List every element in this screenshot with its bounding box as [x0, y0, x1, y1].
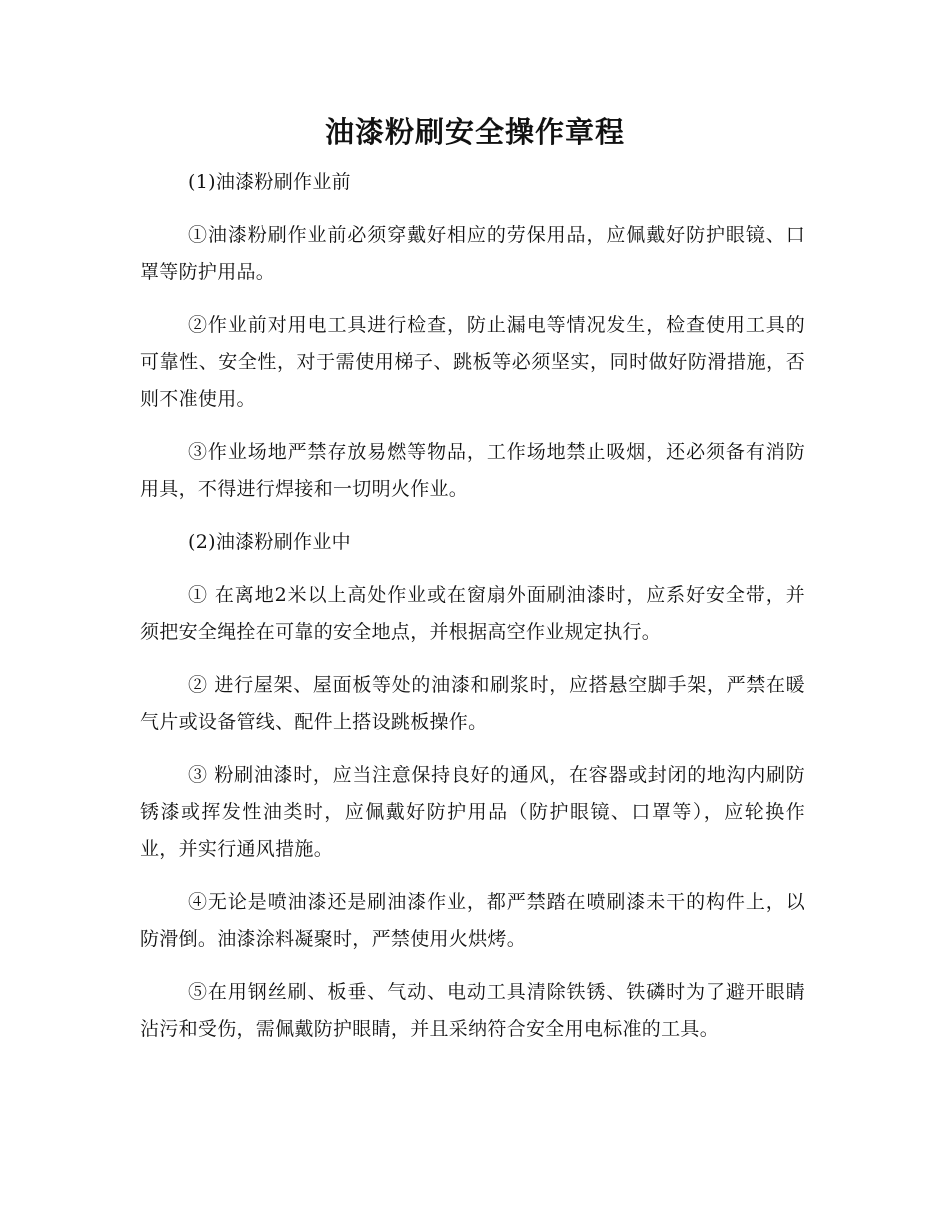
paragraph-during-2: ② 进行屋架、屋面板等处的油漆和刷浆时，应搭悬空脚手架，严禁在暖气片或设备管线、配件上搭设跳板操作。	[140, 674, 805, 733]
paragraph-before-3: ③作业场地严禁存放易燃等物品，工作场地禁止吸烟，还必须备有消防用具，不得进行焊接和一切明火作业。	[140, 441, 805, 500]
paragraph-during-5: ⑤在用钢丝刷、板垂、气动、电动工具清除铁锈、铁磷时为了避开眼睛沾污和受伤，需佩戴防护眼睛，并且采纳符合安全用电标准的工具。	[140, 981, 805, 1040]
paragraph-during-1: ① 在离地2米以上高处作业或在窗扇外面刷油漆时，应系好安全带，并须把安全绳拴在可靠的安全地点，并根据高空作业规定执行。	[140, 584, 805, 643]
paragraph-before-1: ①油漆粉刷作业前必须穿戴好相应的劳保用品，应佩戴好防护眼镜、口罩等防护用品。	[140, 224, 805, 283]
paragraph-during-4: ④无论是喷油漆还是刷油漆作业，都严禁踏在喷刷漆未干的构件上，以防滑倒。油漆涂料凝聚时，严禁使用火烘烤。	[140, 891, 805, 950]
paragraph-during-3: ③ 粉刷油漆时，应当注意保持良好的通风，在容器或封闭的地沟内刷防锈漆或挥发性油类时，应佩戴好防护用品（防护眼镜、口罩等），应轮换作业，并实行通风措施。	[140, 764, 805, 860]
document-title: 油漆粉刷安全操作章程	[324, 115, 625, 149]
section-heading-before-work: (1)油漆粉刷作业前	[188, 171, 351, 193]
section-heading-during-work: (2)油漆粉刷作业中	[188, 531, 351, 553]
paragraph-before-2: ②作业前对用电工具进行检查，防止漏电等情况发生，检查使用工具的可靠性、安全性，对于需使用梯子、跳板等必须坚实，同时做好防滑措施，否则不准使用。	[140, 314, 805, 410]
document-body	[140, 164, 805, 1064]
